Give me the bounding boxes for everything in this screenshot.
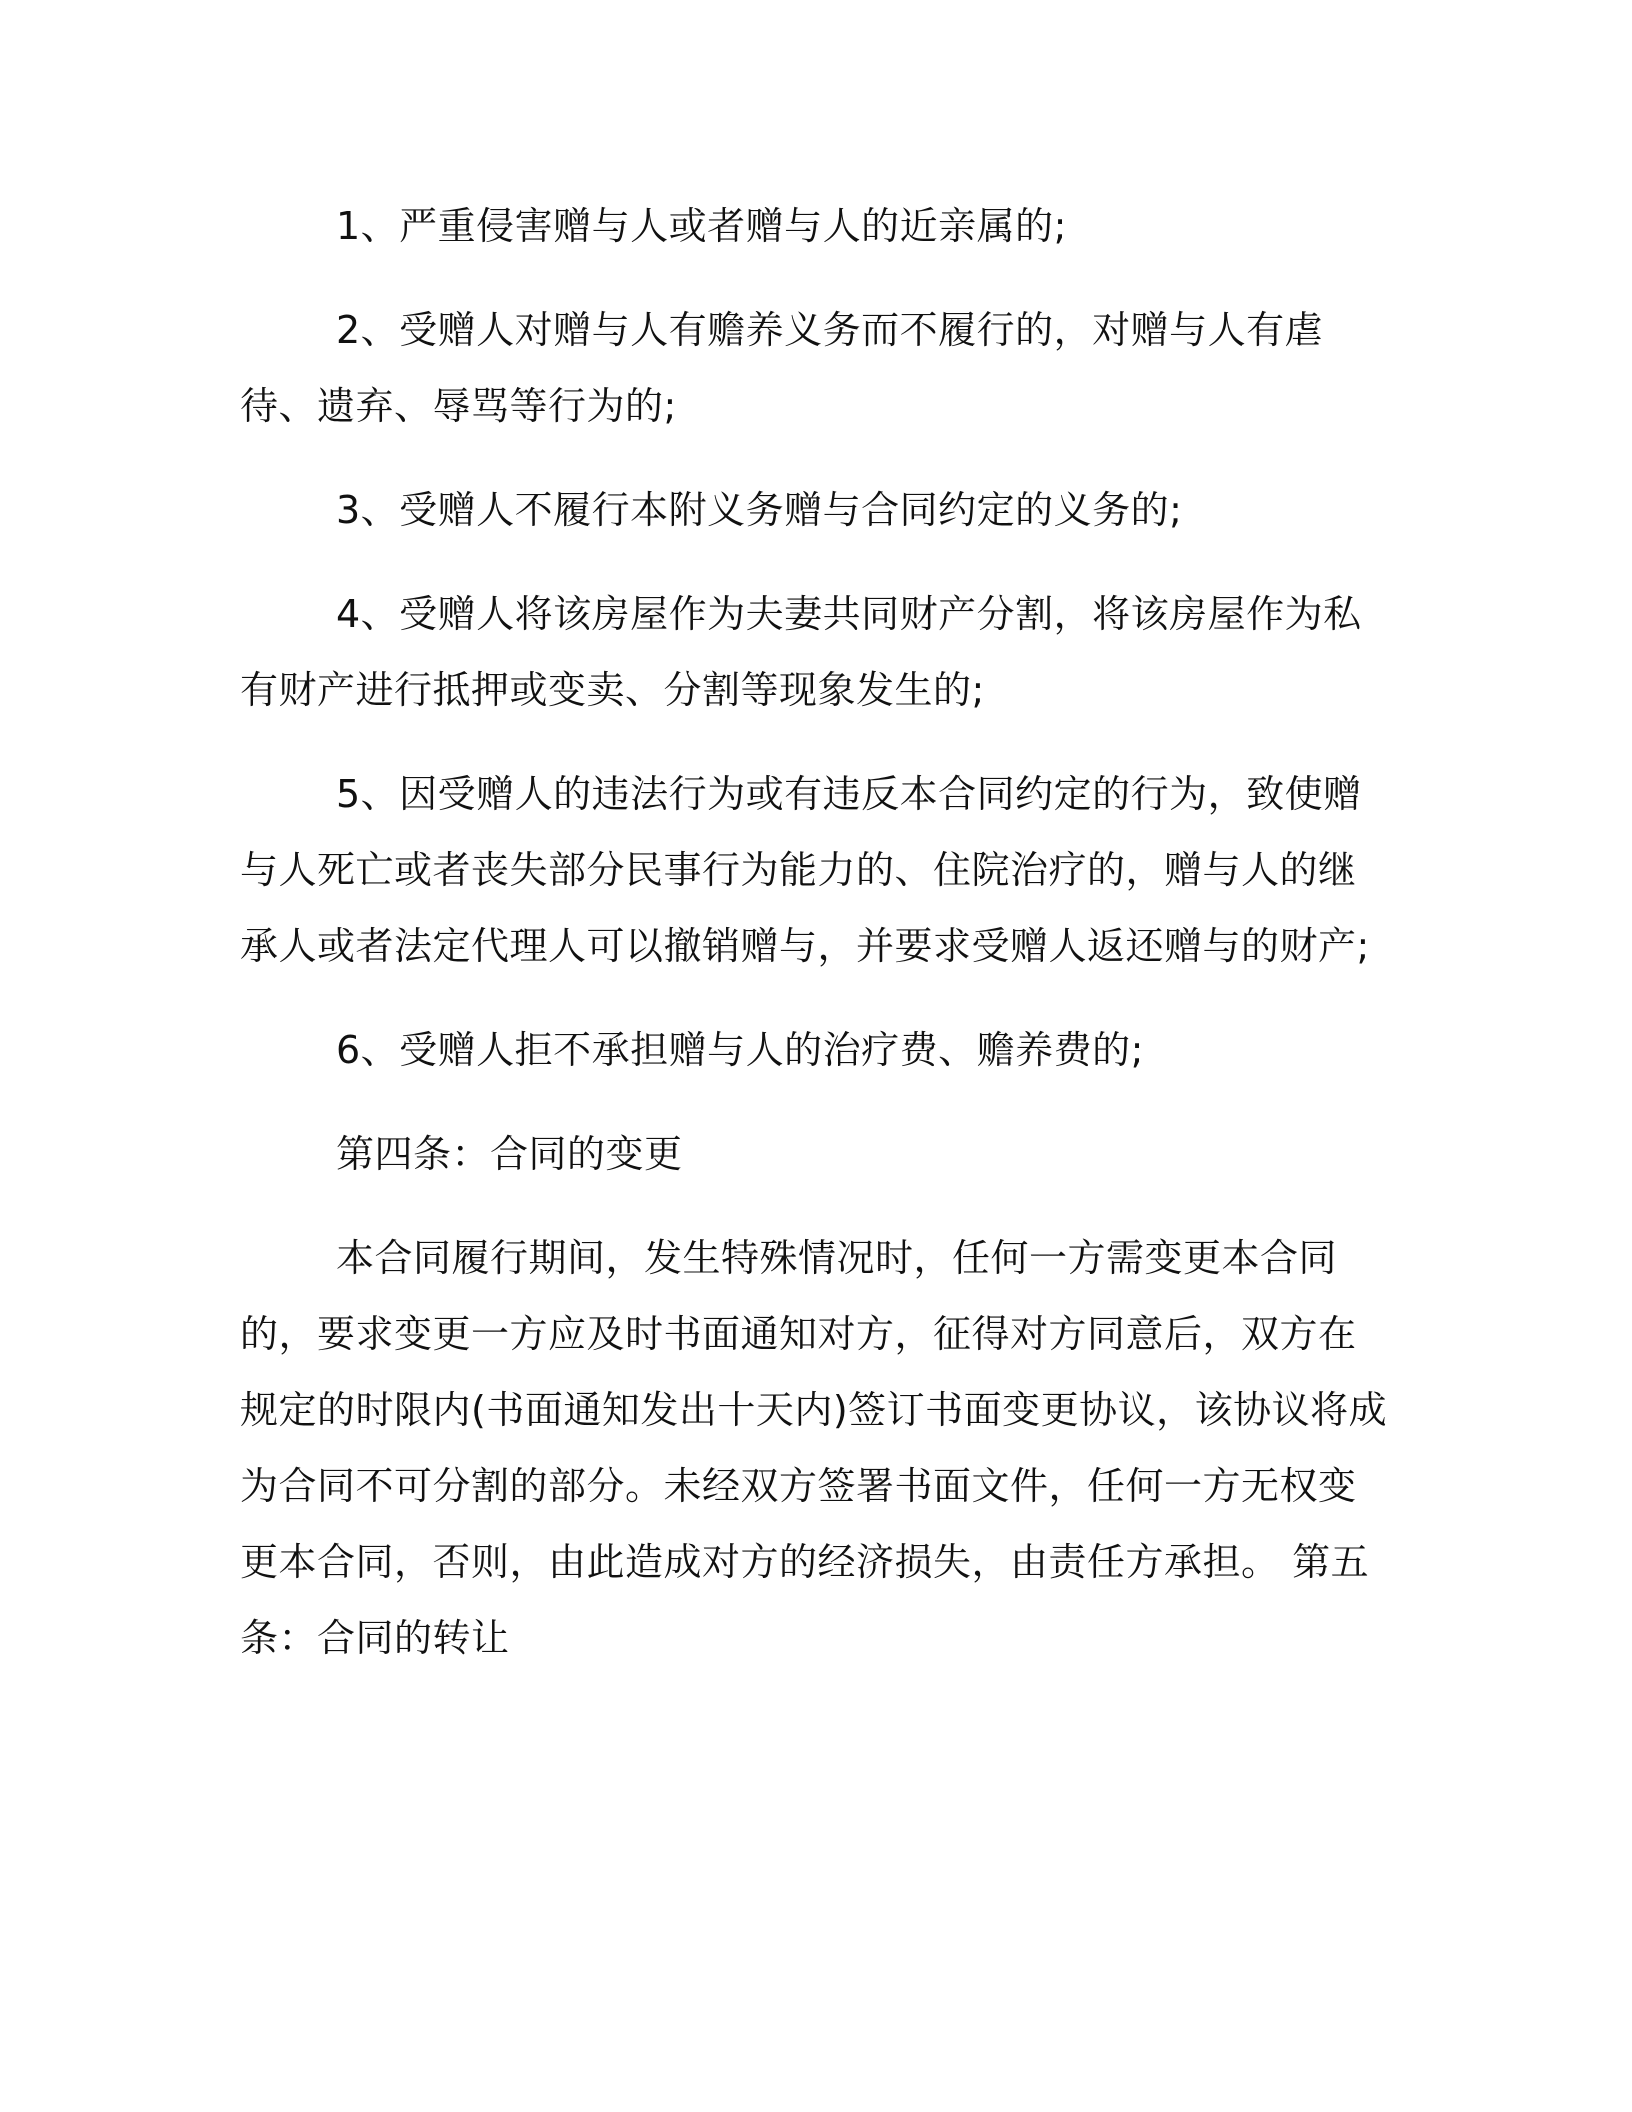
- section-heading-article-4: 第四条：合同的变更: [336, 1132, 683, 1176]
- clause-item-1: 1、严重侵害赠与人或者赠与人的近亲属的;: [336, 204, 1067, 248]
- document-body: [240, 188, 1392, 1704]
- article-4-body: 本合同履行期间，发生特殊情况时，任何一方需变更本合同的，要求变更一方应及时书面通知对方，征得对方同意后，双方在规定的时限内(书面通知发出十天内)签订书面变更协议，该协议将成为合同不可分割的部分。未经双方签署书面文件，任何一方无权变更本合同，否则，由此造成对方的经济损失，由责任方承担。 第五条：合同的转让: [240, 1236, 1388, 1660]
- clause-item-5: 5、因受赠人的违法行为或有违反本合同约定的行为，致使赠与人死亡或者丧失部分民事行为能力的、住院治疗的，赠与人的继承人或者法定代理人可以撤销赠与，并要求受赠人返还赠与的财产;: [240, 772, 1370, 968]
- clause-item-6: 6、受赠人拒不承担赠与人的治疗费、赡养费的;: [336, 1028, 1144, 1072]
- clause-item-4: 4、受赠人将该房屋作为夫妻共同财产分割，将该房屋作为私有财产进行抵押或变卖、分割等现象发生的;: [240, 592, 1362, 712]
- clause-item-2: 2、受赠人对赠与人有赡养义务而不履行的，对赠与人有虐待、遗弃、辱骂等行为的;: [240, 308, 1324, 428]
- clause-item-3: 3、受赠人不履行本附义务赠与合同约定的义务的;: [336, 488, 1183, 532]
